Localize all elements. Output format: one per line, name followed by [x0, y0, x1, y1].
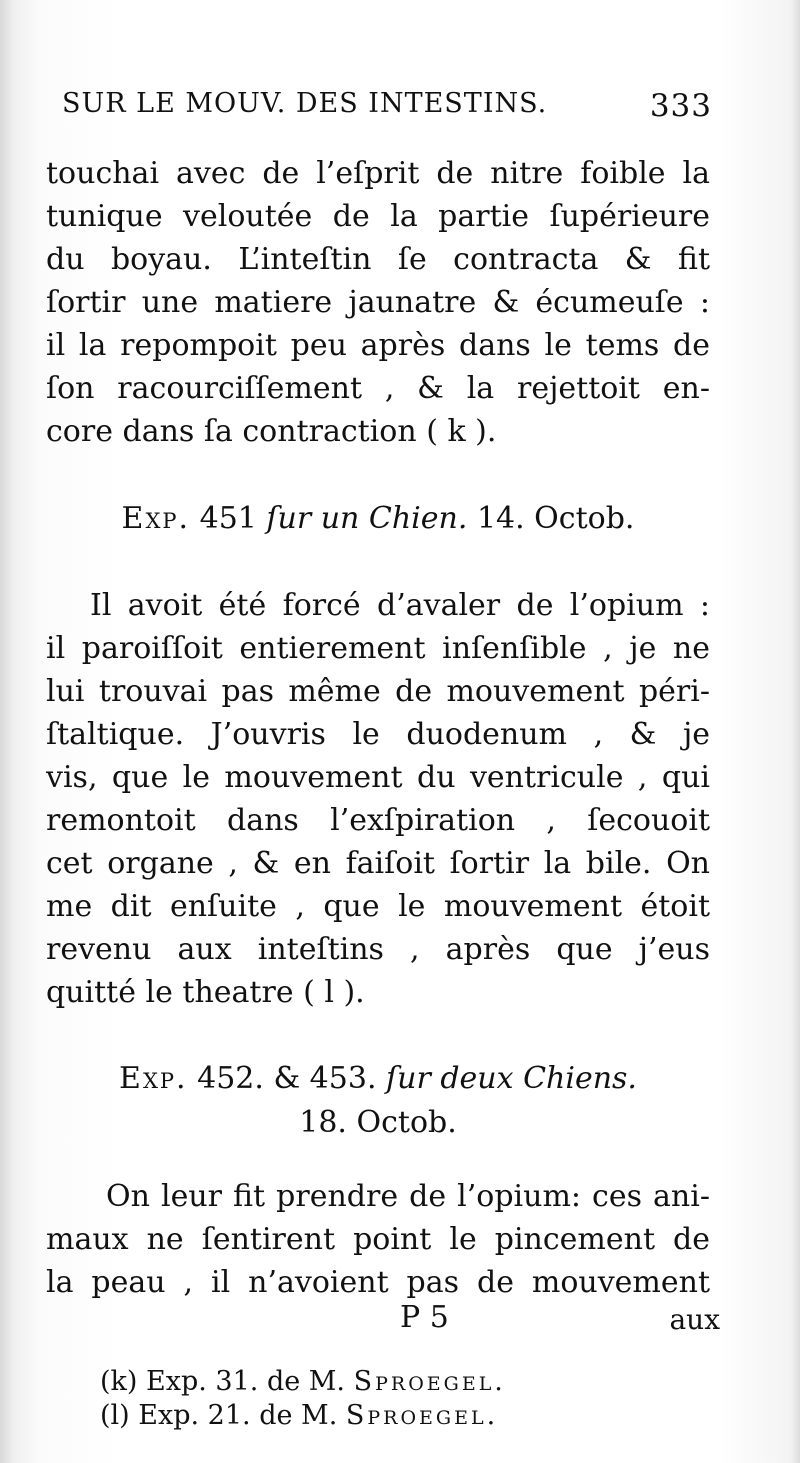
heading-subject: ſur deux Chiens.	[386, 1061, 637, 1096]
text-line: core dans ſa contraction ( k ).	[46, 414, 497, 449]
heading-label: Exp.	[119, 1061, 188, 1096]
text-line: Il avoit été forcé d’avaler de l’opium :	[90, 588, 710, 623]
footnote-mark: (k)	[100, 1366, 138, 1397]
text-line: ſon racourciſſement , & la rejettoit en-	[46, 371, 710, 406]
paragraph-3	[46, 1175, 710, 1304]
text-line: On leur fit prendre de l’opium: ces ani-	[106, 1179, 710, 1214]
footnote-author: Sproegel.	[345, 1400, 499, 1431]
heading-numbers: 452. & 453.	[197, 1061, 377, 1096]
text-line: la peau , il n’avoient pas de mouvement	[46, 1265, 710, 1300]
text-line: cet organe , & en faiſoit ſortir la bile. On	[46, 846, 710, 881]
text-line: touchai avec de l’eſprit de nitre foible la	[46, 156, 710, 191]
footnote-text: Exp. 31. de M.	[146, 1366, 346, 1397]
footnote-l	[100, 1399, 720, 1433]
heading-number: 451	[199, 501, 257, 536]
text-line: lui trouvai pas même de mouvement péri-	[46, 674, 710, 709]
experiment-heading-452-date	[46, 1102, 710, 1144]
running-head-title: SUR LE MOUV. DES INTESTINS.	[62, 88, 548, 119]
heading-date: 18. Octob.	[299, 1105, 457, 1140]
text-line: revenu aux inteſtins , après que j’eus	[46, 932, 710, 967]
page-number: 333	[649, 88, 712, 124]
text-line: du boyau. L’inteſtin ſe contracta & fit	[46, 242, 710, 277]
signature-mark: P 5	[400, 1300, 449, 1335]
running-head	[62, 88, 712, 128]
paragraph-1	[46, 152, 710, 453]
text-line: vis, que le mouvement du ventricule , qui	[46, 760, 710, 795]
experiment-heading-451	[46, 498, 710, 540]
heading-label: Exp.	[121, 501, 191, 536]
paragraph-2	[46, 584, 710, 1014]
text-line: il paroiſſoit entierement inſenſible , je ne	[46, 631, 710, 666]
text-line: ſortir une matiere jaunatre & écumeuſe :	[46, 285, 710, 320]
catchword: aux	[669, 1303, 720, 1336]
footnote-text: Exp. 21. de M.	[138, 1400, 338, 1431]
footnote-k	[100, 1365, 720, 1399]
heading-date: 14. Octob.	[476, 501, 635, 536]
footnotes	[100, 1365, 720, 1433]
text-line: quitté le theatre ( l ).	[46, 975, 365, 1010]
footnote-mark: (l)	[100, 1400, 130, 1431]
experiment-heading-452	[46, 1058, 710, 1100]
text-line: tunique veloutée de la partie ſupérieure	[46, 199, 710, 234]
text-line: me dit enſuite , que le mouvement étoit	[46, 889, 710, 924]
heading-subject: ſur un Chien.	[266, 501, 468, 536]
text-line: il la repompoit peu après dans le tems de	[46, 328, 710, 363]
footnote-author: Sproegel.	[353, 1366, 506, 1397]
text-line: remontoit dans l’exſpiration , ſecouoit	[46, 803, 710, 838]
text-line: maux ne ſentirent point le pincement de	[46, 1222, 710, 1257]
text-line: ſtaltique. J’ouvris le duodenum , & je	[46, 717, 710, 752]
